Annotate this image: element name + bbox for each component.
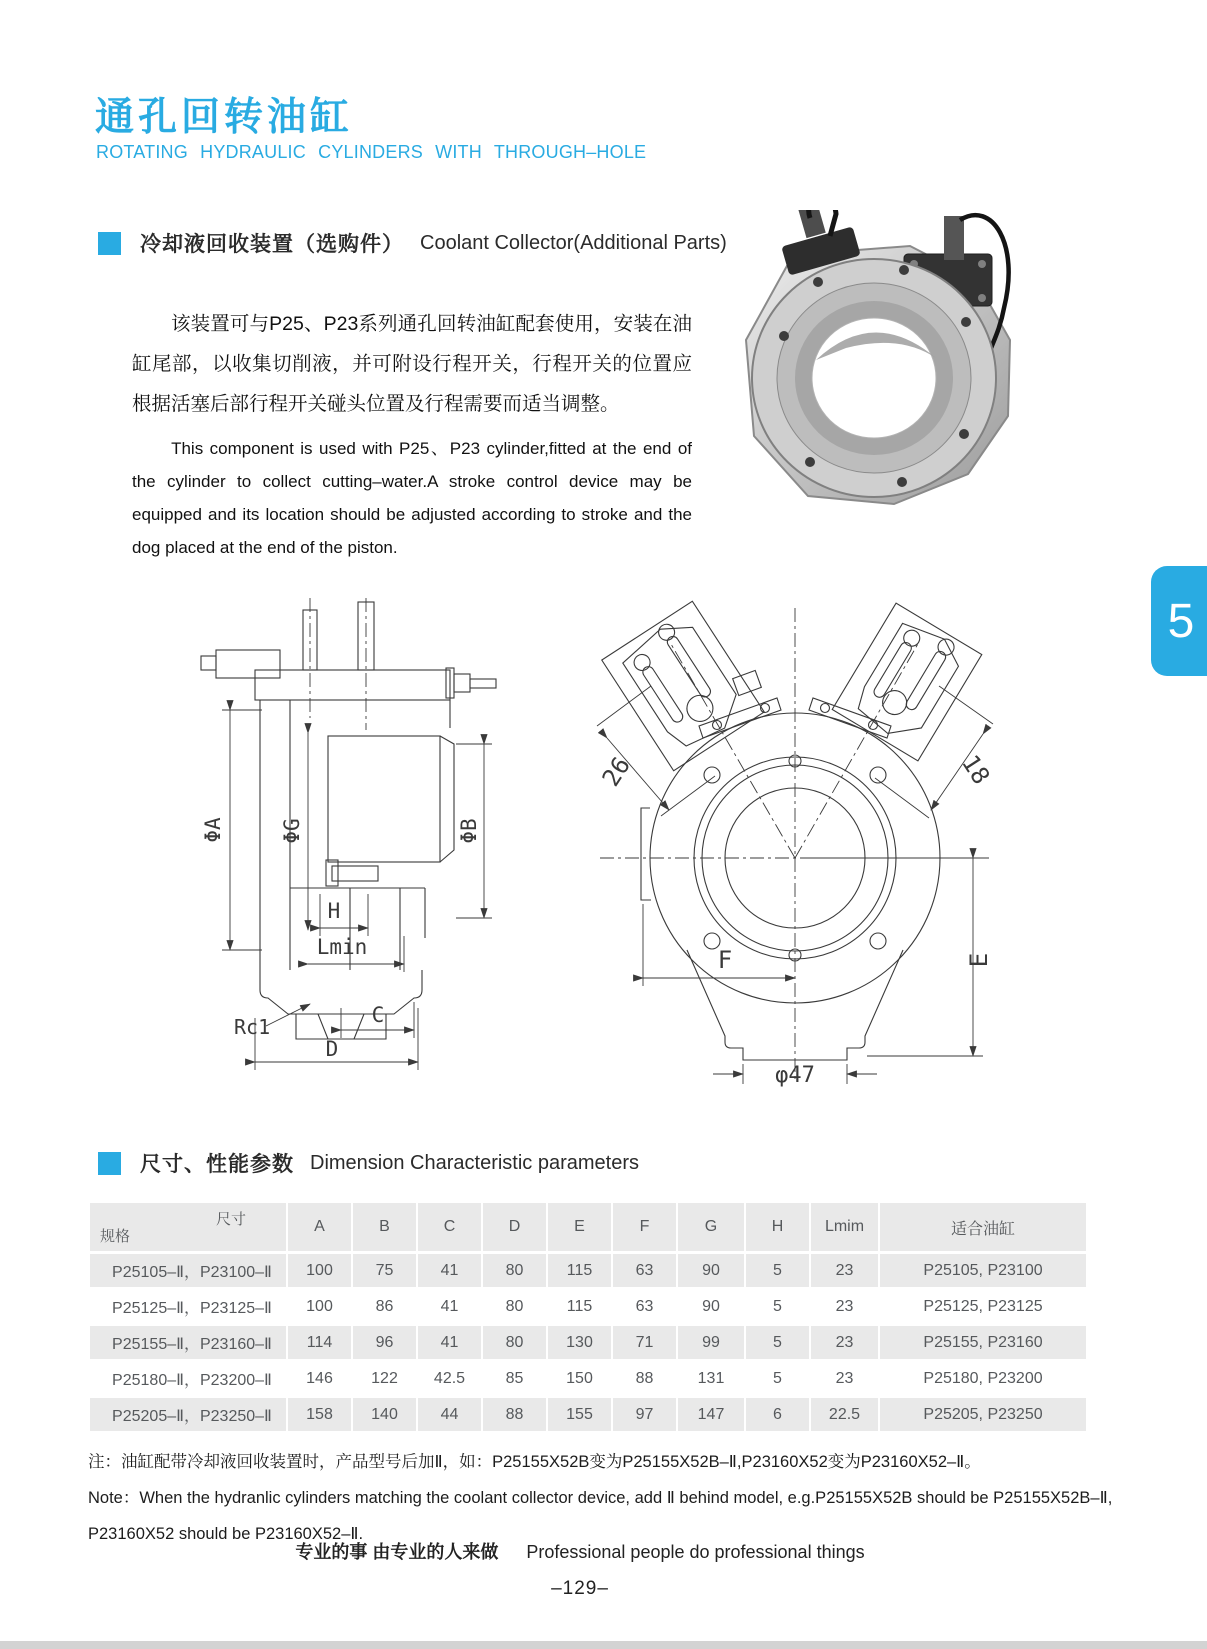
- value-cell: 5: [746, 1326, 809, 1359]
- col-header-E: E: [548, 1203, 611, 1251]
- value-cell: 5: [746, 1290, 809, 1323]
- value-cell: 150: [548, 1362, 611, 1395]
- value-cell: 86: [353, 1290, 416, 1323]
- model-cell: P25105–Ⅱ，P23100–Ⅱ: [90, 1254, 286, 1287]
- dim-label-Lmin: Lmin: [316, 935, 368, 959]
- fit-cell: P25155, P23160: [880, 1326, 1086, 1359]
- dimensions-section-heading: [98, 1148, 639, 1178]
- value-cell: 41: [418, 1254, 481, 1287]
- dimension-table: [88, 1200, 1088, 1434]
- page-title-en: ROTATING HYDRAULIC CYLINDERS WITH THROUGH–HOLE: [96, 142, 647, 162]
- model-cell: P25205–Ⅱ，P23250–Ⅱ: [90, 1398, 286, 1431]
- table-row: [90, 1290, 1086, 1323]
- corner-label-size: 尺寸: [215, 1211, 246, 1228]
- value-cell: 6: [746, 1398, 809, 1431]
- value-cell: 75: [353, 1254, 416, 1287]
- value-cell: 99: [678, 1326, 744, 1359]
- col-header-C: C: [418, 1203, 481, 1251]
- table-row: [90, 1254, 1086, 1287]
- dim-label-F: F: [717, 946, 733, 974]
- switch-plug-right: [944, 216, 964, 260]
- dim-label-E: E: [965, 952, 993, 968]
- value-cell: 80: [483, 1254, 546, 1287]
- switch-plug-left: [798, 210, 825, 238]
- corner-label-spec: 规格: [100, 1228, 131, 1245]
- fit-cell: P25125, P23125: [880, 1290, 1086, 1323]
- value-cell: 140: [353, 1398, 416, 1431]
- table-header-row: [90, 1203, 1086, 1251]
- value-cell: 130: [548, 1326, 611, 1359]
- table-row: [90, 1398, 1086, 1431]
- collector-front-outline: [641, 670, 940, 1060]
- col-header-fit: 适合油缸: [880, 1203, 1086, 1251]
- value-cell: 41: [418, 1290, 481, 1323]
- value-cell: 115: [548, 1254, 611, 1287]
- dim-label-Rc1: Rc1: [234, 1015, 271, 1039]
- right-technical-drawing: [575, 568, 1015, 1088]
- value-cell: 5: [746, 1254, 809, 1287]
- fit-cell: P25105, P23100: [880, 1254, 1086, 1287]
- value-cell: 100: [288, 1254, 351, 1287]
- value-cell: 23: [811, 1254, 878, 1287]
- value-cell: 122: [353, 1362, 416, 1395]
- fit-cell: P25205, P23250: [880, 1398, 1086, 1431]
- value-cell: 80: [483, 1326, 546, 1359]
- footer-slogan-en: Professional people do professional things: [526, 1542, 865, 1562]
- coolant-paragraph-cn: 该装置可与P25、P23系列通孔回转油缸配套使用，安装在油缸尾部，以收集切削液，并可附设行程开关，行程开关的位置应根据活塞后部行程开关碰头位置及行程需要而适当调整。: [132, 313, 692, 415]
- dim-label-H: H: [327, 899, 341, 923]
- model-cell: P25125–Ⅱ，P23125–Ⅱ: [90, 1290, 286, 1323]
- left-technical-drawing: [200, 598, 500, 1078]
- note-en-line2: P23160X52 should be P23160X52–Ⅱ.: [88, 1525, 364, 1543]
- value-cell: 90: [678, 1254, 744, 1287]
- centerlines: [600, 608, 990, 1083]
- table-notes: [88, 1444, 1133, 1552]
- value-cell: 100: [288, 1290, 351, 1323]
- section-bullet-square: [98, 1152, 121, 1175]
- value-cell: 42.5: [418, 1362, 481, 1395]
- value-cell: 115: [548, 1290, 611, 1323]
- value-cell: 63: [613, 1290, 676, 1323]
- col-header-D: D: [483, 1203, 546, 1251]
- dim-label-phi47: φ47: [775, 1063, 815, 1088]
- dim-label-26: 26: [596, 751, 636, 792]
- coolant-paragraph-en: This component is used with P25、P23 cylinder,fitted at the end of the cylinder to collect cutting–water.A stroke control device may be equipped and its location should be adjusted according to stroke and the dog placed at the end of the piston.: [132, 439, 692, 557]
- table-row: [90, 1362, 1086, 1395]
- chapter-tab: [1151, 566, 1207, 676]
- value-cell: 23: [811, 1362, 878, 1395]
- coolant-heading-cn: 冷却液回收装置（选购件）: [140, 233, 404, 256]
- value-cell: 97: [613, 1398, 676, 1431]
- value-cell: 155: [548, 1398, 611, 1431]
- value-cell: 23: [811, 1326, 878, 1359]
- col-header-A: A: [288, 1203, 351, 1251]
- value-cell: 44: [418, 1398, 481, 1431]
- footer-slogan-cn: 专业的事 由专业的人来做: [295, 1542, 499, 1562]
- table-row: [90, 1326, 1086, 1359]
- table-corner-cell: [90, 1203, 286, 1251]
- value-cell: 114: [288, 1326, 351, 1359]
- page-bottom-edge: [0, 1641, 1207, 1649]
- note-cn: 注：油缸配带冷却液回收装置时，产品型号后加Ⅱ，如：P25155X52B变为P25155X52B–Ⅱ,P23160X52变为P23160X52–Ⅱ。: [88, 1453, 981, 1471]
- value-cell: 63: [613, 1254, 676, 1287]
- value-cell: 147: [678, 1398, 744, 1431]
- dim-label-phiA: ΦA: [201, 817, 225, 843]
- value-cell: 71: [613, 1326, 676, 1359]
- note-en-line1: Note：When the hydranlic cylinders matching the coolant collector device, add Ⅱ behind model, e.g.P25155X52B should be P25155X52B–Ⅱ,: [88, 1489, 1113, 1507]
- col-header-Lmim: Lmim: [811, 1203, 878, 1251]
- dims-heading-en: Dimension Characteristic parameters: [310, 1151, 640, 1174]
- dim-label-18: 18: [956, 749, 996, 790]
- col-header-G: G: [678, 1203, 744, 1251]
- col-header-B: B: [353, 1203, 416, 1251]
- value-cell: 41: [418, 1326, 481, 1359]
- value-cell: 5: [746, 1362, 809, 1395]
- page-number: –129–: [551, 1578, 609, 1599]
- value-cell: 85: [483, 1362, 546, 1395]
- value-cell: 146: [288, 1362, 351, 1395]
- dim-label-C: C: [371, 1003, 385, 1027]
- col-header-F: F: [613, 1203, 676, 1251]
- dim-label-D: D: [325, 1037, 339, 1061]
- page-title-cn: 通孔回转油缸: [95, 96, 354, 139]
- col-header-H: H: [746, 1203, 809, 1251]
- dim-label-phiB: ΦB: [457, 818, 481, 844]
- coolant-heading-en: Coolant Collector(Additional Parts): [420, 231, 727, 254]
- value-cell: 88: [613, 1362, 676, 1395]
- footer-slogan: [0, 1538, 1160, 1564]
- value-cell: 88: [483, 1398, 546, 1431]
- product-photo-coolant-collector: [698, 210, 1030, 522]
- model-cell: P25180–Ⅱ，P23200–Ⅱ: [90, 1362, 286, 1395]
- switch-plate-left: [602, 601, 764, 771]
- value-cell: 131: [678, 1362, 744, 1395]
- value-cell: 23: [811, 1290, 878, 1323]
- cylinder-section-outline: [201, 602, 496, 1039]
- value-cell: 90: [678, 1290, 744, 1323]
- switch-plate-right: [832, 603, 982, 761]
- dims-heading-cn: 尺寸、性能参数: [140, 1153, 294, 1176]
- model-cell: P25155–Ⅱ，P23160–Ⅱ: [90, 1326, 286, 1359]
- value-cell: 80: [483, 1290, 546, 1323]
- value-cell: 22.5: [811, 1398, 878, 1431]
- coolant-section-heading: [98, 228, 727, 258]
- value-cell: 96: [353, 1326, 416, 1359]
- fit-cell: P25180, P23200: [880, 1362, 1086, 1395]
- dim-label-phiG: ΦG: [280, 818, 304, 844]
- chapter-tab-number: 5: [1167, 594, 1195, 648]
- section-bullet-square: [98, 232, 121, 255]
- value-cell: 158: [288, 1398, 351, 1431]
